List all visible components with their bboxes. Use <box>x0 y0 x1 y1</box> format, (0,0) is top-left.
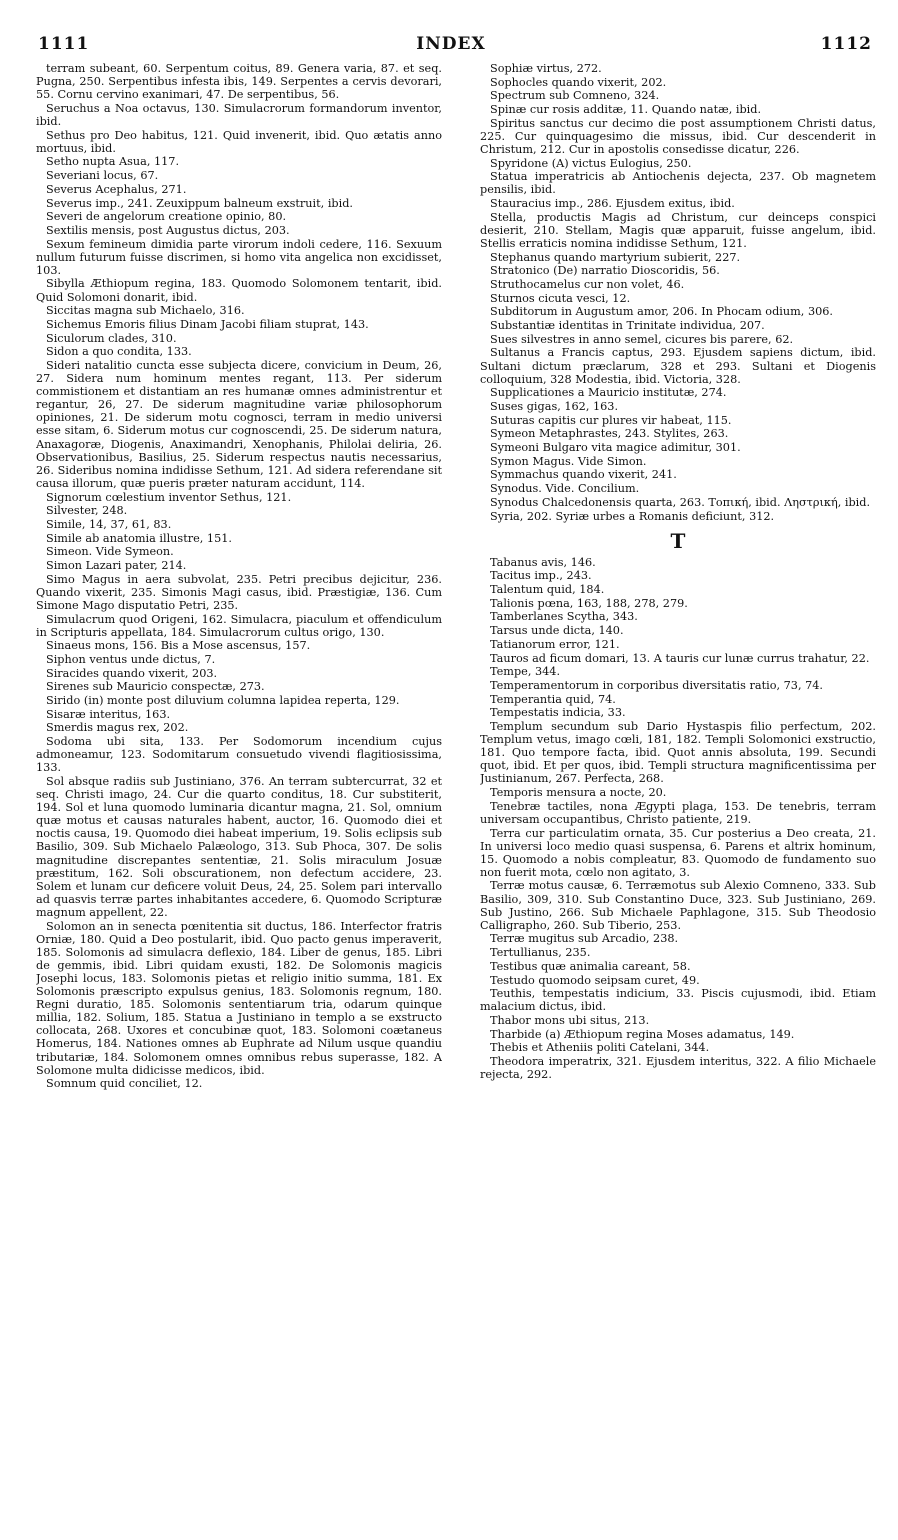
index-entry: Sirenes sub Mauricio conspectæ, 273. <box>46 680 265 694</box>
index-entry: Terra cur particulatim ornata, 35. Cur posterius a Deo creata, 21. In universi loco medio quasi suspensa, 6. Parens et altrix hominum, 15. Quomodo a nobis compleatur, 83. Quomodo de fundamento suo non fuerit mota, cœlo non agitato, 3. <box>480 826 876 879</box>
page-header <box>30 34 872 58</box>
index-entry: Tempe, 344. <box>490 665 561 679</box>
index-entry: Temperamentorum in corporibus diversitatis ratio, 73, 74. <box>490 678 823 692</box>
index-entry: Smerdis magus rex, 202. <box>46 721 189 735</box>
index-entry: Suturas capitis cur plures vir habeat, 115. <box>490 413 732 427</box>
index-entry: Talionis pœna, 163, 188, 278, 279. <box>490 596 688 610</box>
index-entry: Stauracius imp., 286. Ejusdem exitus, ibid. <box>490 197 735 211</box>
index-entry: Sidon a quo condita, 133. <box>46 345 192 359</box>
running-title: INDEX <box>416 34 486 54</box>
index-entry: Sethus pro Deo habitus, 121. Quid invenerit, ibid. Quo ætatis anno mortuus, ibid. <box>36 128 442 155</box>
index-entry: Testudo quomodo seipsam curet, 49. <box>490 973 700 987</box>
index-entry: Sophiæ virtus, 272. <box>490 62 602 75</box>
index-entry: Tamberlanes Scytha, 343. <box>490 610 638 624</box>
index-entry: Symmachus quando vixerit, 241. <box>490 468 677 482</box>
index-entry: Symon Magus. Vide Simon. <box>490 454 647 468</box>
index-entry: Siphon ventus unde dictus, 7. <box>46 652 216 666</box>
index-entry: Sinaeus mons, 156. Bis a Mose ascensus, 157. <box>46 639 311 653</box>
index-entry: Siccitas magna sub Michaelo, 316. <box>46 304 245 318</box>
index-entry: Solomon an in senecta pœnitentia sit ductus, 186. Interfector fratris Orniæ, 180. Quid a Deo postularit, ibid. Quo pacto genus imperaverit, 185. Solomonis ad simulacra deflexio, 184. Liber de genus, 185. Libri de gemmis, ibid. Libri quidam exusti, 182. De Solomonis magicis Josephi locus, 183. Solomonis pietas et religio initio summa, 181. Ex Solomonis præscripto expulsus genius, 183. Solomonis regnum, 180. Regni duratio, 185. Solomonis sententiarum tria, odarum quinque millia, 182. Solium, 185. Statua a Justiniano in templo a se exstructo collocata, 268. Uxores et concubinæ quot, 183. Solomoni coætaneus Homerus, 184. Nationes omnes ab Euphrate ad Nilum usque quandiu tributariæ, 184. Solomonem omnes omnibus rebus superasse, 182. A Solomone multa didicisse medicos, ibid. <box>36 919 442 1077</box>
page-number-right: 1112 <box>820 34 872 54</box>
index-entry: Severi de angelorum creatione opinio, 80. <box>46 210 287 224</box>
index-entry: Severus imp., 241. Zeuxippum balneum exstruit, ibid. <box>46 196 353 210</box>
index-entry: Tabanus avis, 146. <box>490 555 596 569</box>
index-entry: Theodora imperatrix, 321. Ejusdem interitus, 322. A filio Michaele rejecta, 292. <box>480 1055 876 1082</box>
index-entry: Stella, productis Magis ad Christum, cur deinceps conspici desierit, 210. Stellam, Magis quæ apparuit, fuisse angelum, ibid. Stellis erraticis nomina indidisse Sethum, 121. <box>480 210 876 250</box>
index-entry: terram subeant, 60. Serpentum coitus, 89. Genera varia, 87. et seq. Pugna, 250. Serpentibus infesta ibis, 149. Serpentes a cervis devorari, 55. Cornu cervino exanimari, 47. De serpentibus, 56. <box>36 62 442 102</box>
index-entry: Sues silvestres in anno semel, cicures bis parere, 62. <box>490 332 794 346</box>
index-entry: Suses gigas, 162, 163. <box>490 400 619 414</box>
index-entry: Temperantia quid, 74. <box>490 692 616 706</box>
index-entry: Symeon Metaphrastes, 243. Stylites, 263. <box>490 427 729 441</box>
index-entry: Synodus Chalcedonensis quarta, 263. Τοπική, ibid. Ληστρική, ibid. <box>490 495 871 509</box>
index-entry: Simon Lazari pater, 214. <box>46 558 187 572</box>
index-entry: Statua imperatricis ab Antiochenis dejecta, 237. Ob magnetem pensilis, ibid. <box>480 170 876 197</box>
index-entry: Sexum femineum dimidia parte virorum indoli cedere, 116. Sexuum nullum futurum fuisse discrimen, si homo vita angelica non excidisset, 103. <box>36 237 442 277</box>
index-entry: Symeoni Bulgaro vita magice adimitur, 301. <box>490 441 741 455</box>
index-entry: Sodoma ubi sita, 133. Per Sodomorum incendium cujus admoneamur, 123. Sodomitarum consuetudo vivendi flagitiosissima, 133. <box>36 735 442 775</box>
index-entry: Teuthis, tempestatis indicium, 33. Piscis cujusmodi, ibid. Etiam malacium dictus, ibid. <box>480 987 876 1014</box>
index-entry: Siracides quando vixerit, 203. <box>46 666 218 680</box>
index-entry: Spyridone (A) victus Eulogius, 250. <box>490 156 692 170</box>
index-entry: Talentum quid, 184. <box>490 583 605 597</box>
index-entry: Synodus. Vide. Concilium. <box>490 482 640 496</box>
index-entry: Sisaræ interitus, 163. <box>46 707 171 721</box>
index-entry: Simeon. Vide Symeon. <box>46 545 174 559</box>
index-entry: Sturnos cicuta vesci, 12. <box>490 291 631 305</box>
index-entry: Stratonico (De) narratio Dioscoridis, 56. <box>490 264 720 278</box>
right-column-s-entries <box>480 62 876 523</box>
index-entry: Tatianorum error, 121. <box>490 637 620 651</box>
right-column <box>480 62 876 1482</box>
index-entry: Subditorum in Augustum amor, 206. In Phocam odium, 306. <box>490 305 833 319</box>
index-entry: Severiani locus, 67. <box>46 169 159 183</box>
index-entry: Tarsus unde dicta, 140. <box>490 624 624 638</box>
index-entry: Setho nupta Asua, 117. <box>46 155 180 169</box>
index-entry: Temporis mensura a nocte, 20. <box>490 786 667 800</box>
index-entry: Terræ mugitus sub Arcadio, 238. <box>490 932 679 946</box>
index-entry: Seruchus a Noa octavus, 130. Simulacrorum formandorum inventor, ibid. <box>36 101 442 128</box>
right-column-t-entries <box>480 556 876 1082</box>
left-column <box>36 62 442 1482</box>
index-entry: Tharbide (a) Æthiopum regina Moses adamatus, 149. <box>490 1027 795 1041</box>
index-entry: Severus Acephalus, 271. <box>46 182 187 196</box>
index-entry: Sol absque radiis sub Justiniano, 376. An terram subtercurrat, 32 et seq. Christi imago, 24. Cur die quarto conditus, 18. Cur substiterit, 194. Sol et luna quomodo luminaria dicantur magna, 21. Sol, omnium quæ motus et causas naturales habent, auctor, 16. Quomodo diei et noctis causa, 19. Quomodo diei habeat imperium, 19. Solis eclipsis sub Basilio, 309. Sub Michaelo Palæologo, 313. Sub Phoca, 307. De solis magnitudine discrepantes sententiæ, 21. Solis miraculum Josuæ præstitum, 162. Soli obscurationem, non defectum accidere, 23. Solem et lunam cur deficere voluit Deus, 24, 25. Solem pari intervallo ad quasvis terræ partes inhabitantes accedere, 6. Quomodo Scripturæ magnum appellent, 22. <box>36 774 442 919</box>
index-entry: Silvester, 248. <box>46 504 128 518</box>
index-entry: Simile, 14, 37, 61, 83. <box>46 517 172 531</box>
index-entry: Simulacrum quod Origeni, 162. Simulacra, piaculum et offendiculum in Scripturis appellata, 184. Simulacrorum cultus origo, 130. <box>36 612 442 639</box>
index-entry: Tertullianus, 235. <box>490 946 591 960</box>
index-entry: Sultanus a Francis captus, 293. Ejusdem sapiens dictum, ibid. Sultani dictum præclarum, 328 et 293. Sultani et Diogenis colloquium, 328 Modestia, ibid. Victoria, 328. <box>480 346 876 386</box>
index-entry: Stephanus quando martyrium subierit, 227. <box>490 250 741 264</box>
index-entry: Templum secundum sub Dario Hystaspis filio perfectum, 202. Templum vetus, imago cœli, 181, 182. Templi Solomonici exstructio, 181. Quo tempore facta, ibid. Quot annis absoluta, 199. Secundi quot, ibid. Et per quos, ibid. Templi structura magnificentissima per Justinianum, 267. Perfecta, 268. <box>480 719 876 786</box>
index-entry: Sichemus Emoris filius Dinam Jacobi filiam stuprat, 143. <box>46 317 369 331</box>
index-entry: Sirido (in) monte post diluvium columna lapidea reperta, 129. <box>46 694 400 708</box>
index-entry: Simile ab anatomia illustre, 151. <box>46 531 232 545</box>
index-entry: Terræ motus causæ, 6. Terræmotus sub Alexio Comneno, 333. Sub Basilio, 309, 310. Sub Constantino Duce, 323. Sub Justiniano, 269. Sub Justino, 266. Sub Michaele Paphlagone, 315. Sub Theodosio Calligrapho, 260. Sub Tiberio, 253. <box>480 879 876 932</box>
index-entry: Thebis et Atheniis politi Catelani, 344. <box>490 1041 710 1055</box>
index-entry: Syria, 202. Syriæ urbes a Romanis deficiunt, 312. <box>490 509 775 523</box>
index-entry: Supplicationes a Mauricio institutæ, 274. <box>490 386 727 400</box>
index-entry: Sophocles quando vixerit, 202. <box>490 75 667 89</box>
page-number-left: 1111 <box>38 34 90 54</box>
index-entry: Spiritus sanctus cur decimo die post assumptionem Christi datus, 225. Cur quinquagesimo die missus, ibid. Cur descenderit in Christum, 212. Cur in apostolis consedisse dicatur, 226. <box>480 116 876 156</box>
index-entry: Thabor mons ubi situs, 213. <box>490 1013 650 1027</box>
index-entry: Substantiæ identitas in Trinitate individua, 207. <box>490 319 765 333</box>
index-entry: Tenebræ tactiles, nona Ægypti plaga, 153. De tenebris, terram universam occupantibus, Christo patiente, 219. <box>480 799 876 826</box>
section-letter: T <box>670 528 686 553</box>
index-entry: Tauros ad ficum domari, 13. A tauris cur lunæ currus trahatur, 22. <box>490 651 870 665</box>
index-entry: Sibylla Æthiopum regina, 183. Quomodo Solomonem tentarit, ibid. Quid Solomoni donarit, ibid. <box>36 277 442 304</box>
index-entry: Tacitus imp., 243. <box>490 569 592 583</box>
index-entry: Struthocamelus cur non volet, 46. <box>490 278 685 292</box>
index-entry: Spectrum sub Comneno, 324. <box>490 89 660 103</box>
index-entry: Testibus quæ animalia careant, 58. <box>490 959 691 973</box>
index-entry: Somnum quid conciliet, 12. <box>46 1077 203 1091</box>
index-entry: Siculorum clades, 310. <box>46 331 177 345</box>
index-entry: Sideri natalitio cuncta esse subjecta dicere, convicium in Deum, 26, 27. Sidera num hominum mentes regant, 113. Per siderum commistionem et distantiam an res humanæ omnes administrentur et regantur, 26, 27. De siderum magnitudine variæ philosophorum opiniones, 21. De siderum motu cognosci, terram in medio universi esse sitam, 6. Siderum motus cur cognoscendi, 25. De siderum natura, Anaxagoræ, Diogenis, Anaximandri, Xenophanis, Philolai deliria, 26. Observationibus, Basilius, 25. Siderum respectus nautis necessarius, 26. Sideribus nomina indidisse Sethum, 121. Ad sidera referendane sit causa illorum, quæ pueris præter naturam accidunt, 114. <box>36 358 442 490</box>
index-entry: Signorum cœlestium inventor Sethus, 121. <box>46 490 292 504</box>
index-entry: Simo Magus in aera subvolat, 235. Petri precibus dejicitur, 236. Quando vixerit, 235. Simonis Magi casus, ibid. Præstigiæ, 136. Cum Simone Mago disputatio Petri, 235. <box>36 572 442 612</box>
index-entry: Spinæ cur rosis additæ, 11. Quando natæ, ibid. <box>490 103 762 117</box>
index-entry: Tempestatis indicia, 33. <box>490 706 626 720</box>
index-entry: Sextilis mensis, post Augustus dictus, 203. <box>46 223 290 237</box>
